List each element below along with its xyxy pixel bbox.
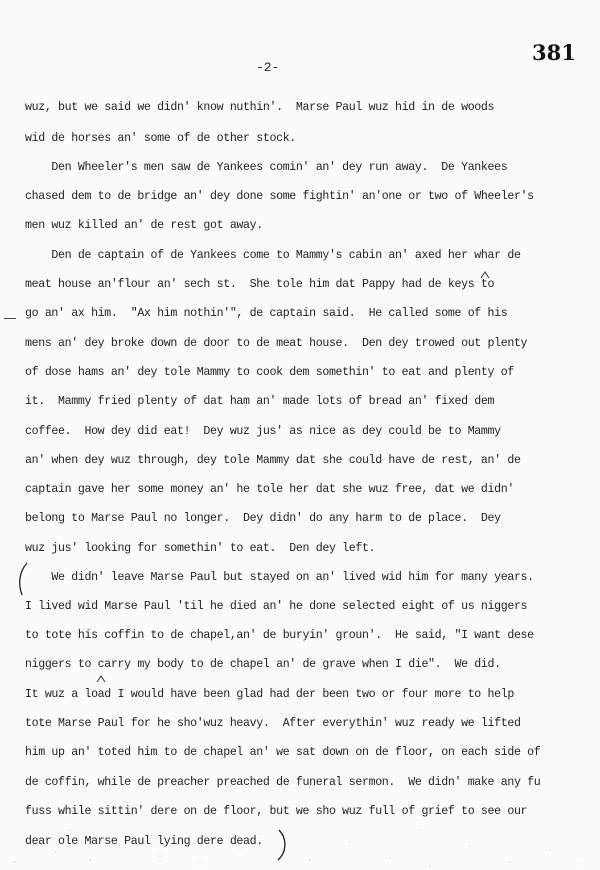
text-line: chased dem to de bridge an' dey done some fightin' an'one or two of Wheeler's — [25, 190, 534, 203]
text-line: dear ole Marse Paul lying dere dead. — [25, 835, 263, 848]
subpage-number: -2- — [256, 60, 280, 75]
handwritten-caret-mark — [96, 675, 106, 683]
text-line: it. Mammy fried plenty of dat ham an' made lots of bread an' fixed dem — [25, 395, 495, 408]
text-line: captain gave her some money an' he tole her dat she wuz free, dat we didn' — [25, 483, 514, 496]
text-line: We didn' leave Marse Paul but stayed on an' lived wid him for many years. — [25, 571, 534, 584]
text-line: of dose hams an' dey tole Mammy to cook dem somethin' to eat and plenty of — [25, 366, 514, 379]
text-line: It wuz a load I would have been glad had der been two or four more to help — [25, 688, 514, 701]
text-line: I lived wid Marse Paul 'til he died an' he done selected eight of us niggers — [25, 600, 528, 613]
text-line: fuss while sittin' dere on de floor, but we sho wuz full of grief to see our — [25, 805, 528, 818]
text-line: him up an' toted him to de chapel an' we sat down on de floor, on each side of — [25, 746, 541, 759]
text-line: to tote his coffin to de chapel,an' de buryin' groun'. He said, "I want dese — [25, 629, 534, 642]
text-line: belong to Marse Paul no longer. Dey didn' do any harm to de place. Dey — [25, 512, 501, 525]
text-line: Den de captain of de Yankees come to Mammy's cabin an' axed her whar de — [25, 249, 521, 262]
text-line: wuz, but we said we didn' know nuthin'. Marse Paul wuz hid in de woods — [25, 101, 495, 114]
text-line: men wuz killed an' de rest got away. — [25, 219, 263, 232]
text-line: go an' ax him. "Ax him nothin'", de captain said. He called some of his — [25, 307, 508, 320]
text-line: mens an' dey broke down de door to de meat house. Den dey trowed out plenty — [25, 337, 528, 350]
text-line: coffee. How dey did eat! Dey wuz jus' as nice as dey could be to Mammy — [25, 425, 501, 438]
text-line: Den Wheeler's men saw de Yankees comin' an' dey run away. De Yankees — [25, 161, 508, 174]
page-number: 381 — [532, 40, 576, 65]
text-line: de coffin, while de preacher preached de funeral sermon. We didn' make any fu — [25, 776, 541, 789]
text-line: wid de horses an' some of de other stock. — [25, 132, 296, 145]
handwritten-paragraph-mark — [16, 562, 30, 596]
text-line: tote Marse Paul for he sho'wuz heavy. After everythin' wuz ready we lifted — [25, 717, 521, 730]
paper-speckle-texture — [0, 790, 600, 870]
text-line: wuz jus' looking for somethin' to eat. Den dey left. — [25, 542, 376, 555]
margin-tick-mark — [4, 318, 16, 319]
text-line: niggers to carry my body to de chapel an' de grave when I die". We did. — [25, 658, 501, 671]
text-line: an' when dey wuz through, dey tole Mammy dat she could have de rest, an' de — [25, 454, 521, 467]
text-line: meat house an'flour an' sech st. She tole him dat Pappy had de keys to — [25, 278, 495, 291]
handwritten-caret-mark — [480, 271, 490, 279]
